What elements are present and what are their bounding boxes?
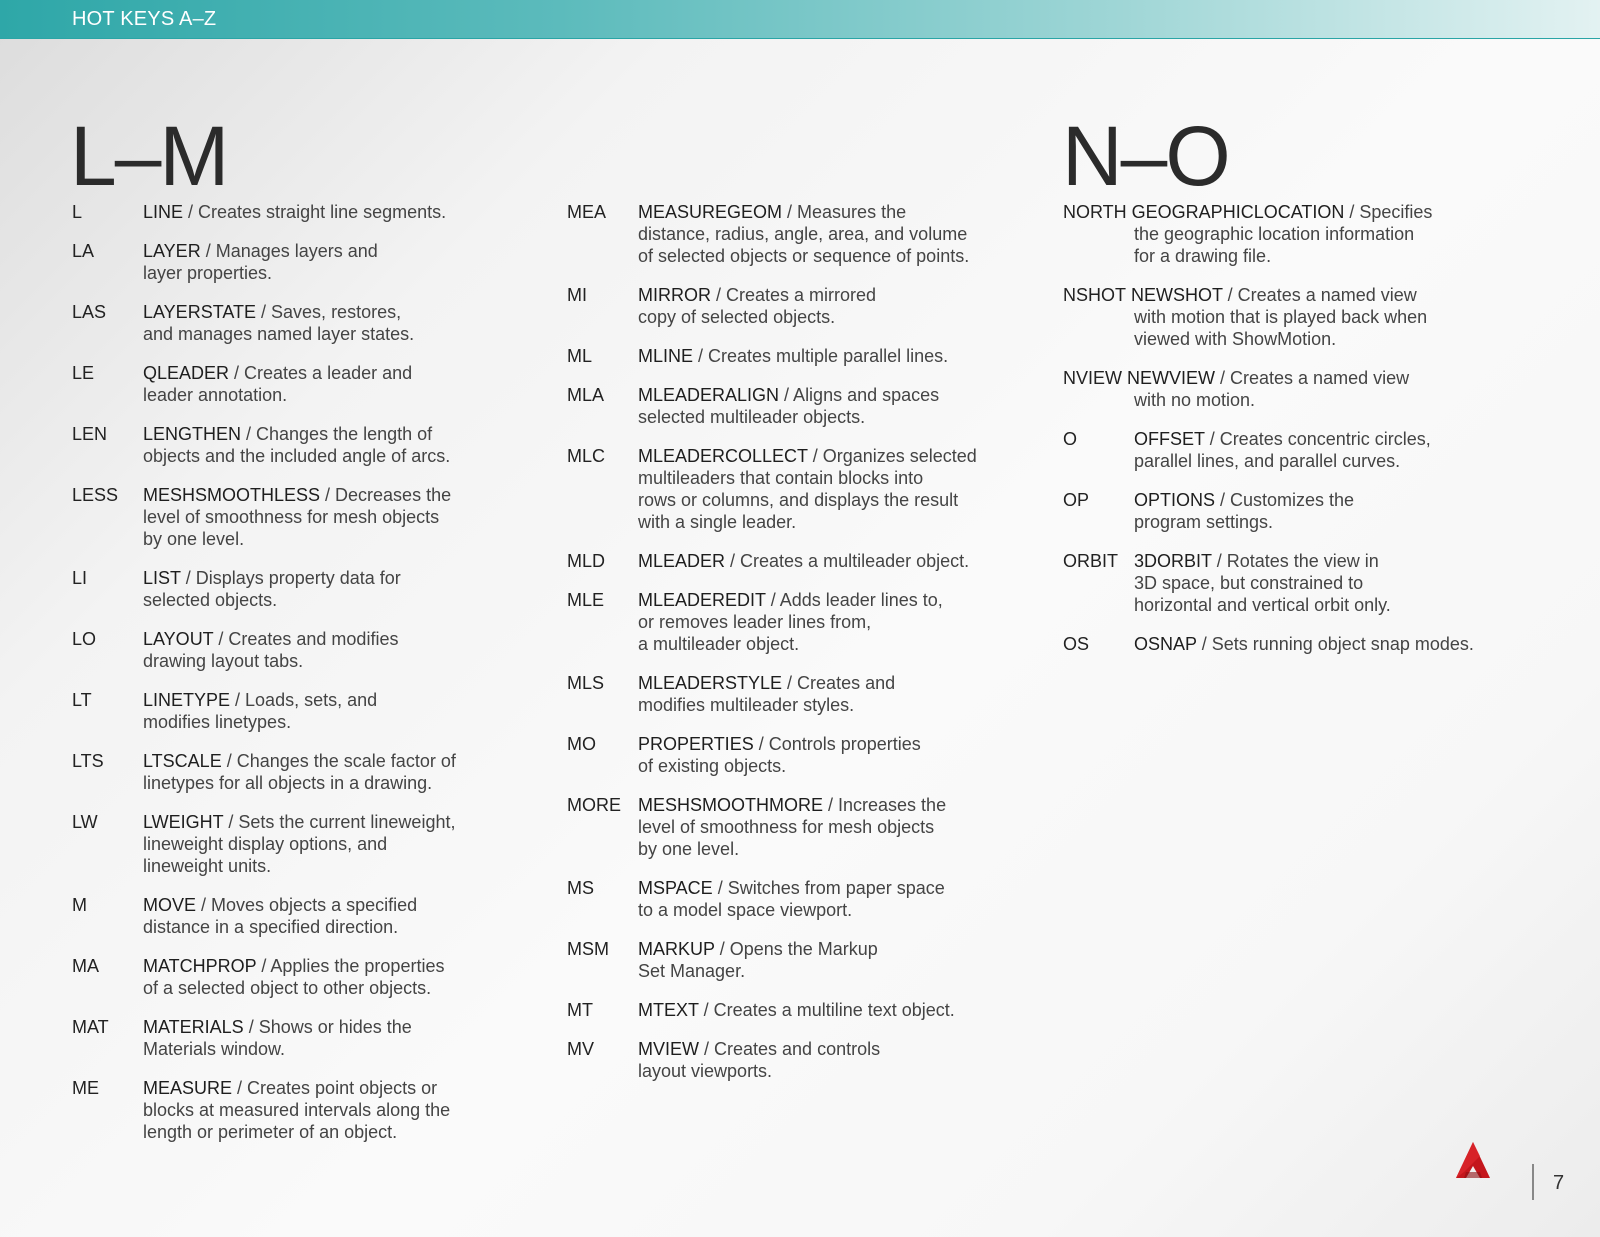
hotkey-command: MLINE — [638, 346, 694, 366]
hotkey-description: / Sets running object snap modes. — [1196, 634, 1474, 654]
hotkey-description: / Creates a leader and leader annotation. — [143, 363, 413, 405]
hotkey-entry — [72, 1016, 512, 1060]
hotkey-command: MEASUREGEOM — [638, 202, 783, 222]
hotkey-description: / Creates a multiline text object. — [698, 1000, 955, 1020]
hotkey-command: MOVE — [143, 895, 197, 915]
hotkey-shortcut: MT — [567, 1000, 593, 1020]
hotkey-command: MLEADERSTYLE — [638, 673, 783, 693]
hotkey-entry — [1063, 489, 1543, 533]
hotkey-description: / Organizes selected multileaders that contain blocks into rows or columns, and displays the result with a single leader. — [638, 446, 977, 532]
hotkey-entry — [1063, 633, 1543, 655]
hotkey-command: MVIEW — [638, 1039, 699, 1059]
hotkey-description: / Specifies the geographic location information for a drawing file. — [1134, 202, 1433, 266]
hotkey-entry — [72, 567, 512, 611]
hotkey-description: / Manages layers and layer properties. — [143, 241, 378, 283]
hotkey-shortcut: O — [1063, 429, 1078, 449]
hotkey-command: LTSCALE — [143, 751, 222, 771]
hotkey-description: / Displays property data for selected objects. — [143, 568, 401, 610]
hotkey-command: MSPACE — [638, 878, 713, 898]
hotkey-description: / Loads, sets, and modifies linetypes. — [143, 690, 378, 732]
hotkey-description: / Saves, restores, and manages named layer states. — [143, 302, 415, 344]
hotkey-entry — [567, 672, 1027, 716]
hotkey-description: / Customizes the program settings. — [1134, 490, 1355, 532]
autocad-logo-icon — [1456, 1142, 1490, 1178]
hotkey-command: OSNAP — [1134, 634, 1197, 654]
hotkey-description: / Increases the level of smoothness for mesh objects by one level. — [638, 795, 947, 859]
hotkey-shortcut: NVIEW — [1063, 368, 1123, 388]
hotkey-shortcut: LAS — [72, 302, 107, 322]
hotkey-shortcut: L — [72, 202, 83, 222]
hotkey-shortcut: MS — [567, 878, 594, 898]
hotkey-entry — [72, 423, 512, 467]
hotkey-entry — [567, 284, 1027, 328]
hotkey-shortcut: MO — [567, 734, 596, 754]
hotkey-column-1 — [72, 201, 512, 1160]
hotkey-shortcut: NORTH — [1063, 202, 1127, 222]
section-heading-l-m: L–M — [70, 109, 228, 203]
hotkey-shortcut: MEA — [567, 202, 607, 222]
hotkey-description: / Rotates the view in 3D space, but constrained to horizontal and vertical orbit only. — [1134, 551, 1391, 615]
hotkey-entry — [1063, 201, 1543, 267]
hotkey-command: LWEIGHT — [143, 812, 224, 832]
hotkey-description: / Adds leader lines to, or removes leader lines from, a multileader object. — [638, 590, 943, 654]
hotkey-description: / Creates a named view with motion that is played back when viewed with ShowMotion. — [1134, 285, 1428, 349]
hotkey-description: / Creates multiple parallel lines. — [693, 346, 949, 366]
hotkey-shortcut: MI — [567, 285, 587, 305]
hotkey-description: / Sets the current lineweight, lineweight display options, and lineweight units. — [143, 812, 456, 876]
header-bar — [0, 0, 1600, 39]
hotkey-command: PROPERTIES — [638, 734, 754, 754]
hotkey-description: / Creates and modifies drawing layout tabs. — [143, 629, 399, 671]
hotkey-entry — [567, 384, 1027, 428]
hotkey-command: MESHSMOOTHLESS — [143, 485, 321, 505]
hotkey-shortcut: MORE — [567, 795, 621, 815]
hotkey-entry — [567, 733, 1027, 777]
hotkey-description: / Aligns and spaces selected multileader objects. — [638, 385, 940, 427]
hotkey-command: MLEADER — [638, 551, 726, 571]
hotkey-shortcut: LEN — [72, 424, 108, 444]
hotkey-entry — [567, 589, 1027, 655]
hotkey-shortcut: MA — [72, 956, 99, 976]
hotkey-description: / Creates point objects or blocks at measured intervals along the length or perimeter of an object. — [143, 1078, 451, 1142]
hotkey-entry — [72, 811, 512, 877]
hotkey-command: QLEADER — [143, 363, 230, 383]
hotkey-command: MEASURE — [143, 1078, 233, 1098]
hotkey-shortcut: OS — [1063, 634, 1090, 654]
hotkey-command: MLEADEREDIT — [638, 590, 766, 610]
hotkey-shortcut: MAT — [72, 1017, 109, 1037]
hotkey-command: LINETYPE — [143, 690, 231, 710]
hotkey-command: GEOGRAPHICLOCATION — [1131, 202, 1345, 222]
hotkey-shortcut: LO — [72, 629, 97, 649]
hotkey-description: / Applies the properties of a selected object to other objects. — [143, 956, 445, 998]
hotkey-shortcut: ME — [72, 1078, 99, 1098]
hotkey-description: / Measures the distance, radius, angle, area, and volume of selected objects or sequence of points. — [638, 202, 970, 266]
hotkey-entry — [72, 894, 512, 938]
hotkey-shortcut: MLC — [567, 446, 606, 466]
hotkey-entry — [1063, 284, 1543, 350]
hotkey-entry — [72, 240, 512, 284]
hotkey-command: MATERIALS — [143, 1017, 244, 1037]
hotkey-command: LAYERSTATE — [143, 302, 257, 322]
hotkey-entry — [567, 445, 1027, 533]
hotkey-command: OPTIONS — [1134, 490, 1216, 510]
hotkey-entry — [567, 794, 1027, 860]
hotkey-entry — [1063, 367, 1543, 411]
hotkey-command: LAYER — [143, 241, 201, 261]
page-number: 7 — [1553, 1172, 1565, 1194]
hotkey-shortcut: LI — [72, 568, 88, 588]
hotkey-entry — [72, 1077, 512, 1143]
hotkey-shortcut: LA — [72, 241, 95, 261]
hotkey-command: 3DORBIT — [1134, 551, 1212, 571]
hotkey-entry — [72, 201, 512, 223]
hotkey-command: LENGTHEN — [143, 424, 242, 444]
hotkey-description: / Creates straight line segments. — [183, 202, 447, 222]
hotkey-command: MARKUP — [638, 939, 715, 959]
hotkey-shortcut: NSHOT — [1063, 285, 1126, 305]
hotkey-entry — [567, 201, 1027, 267]
hotkey-command: NEWVIEW — [1127, 368, 1216, 388]
hotkey-entry — [72, 689, 512, 733]
hotkey-shortcut: MLE — [567, 590, 605, 610]
hotkey-entry — [567, 1038, 1027, 1082]
header-title: HOT KEYS A–Z — [72, 8, 217, 30]
hotkey-description: / Creates concentric circles, parallel lines, and parallel curves. — [1134, 429, 1431, 471]
hotkey-command: LAYOUT — [143, 629, 214, 649]
hotkey-entry — [72, 362, 512, 406]
hotkey-shortcut: MLS — [567, 673, 605, 693]
hotkey-entry — [1063, 550, 1543, 616]
hotkey-entry — [567, 999, 1027, 1021]
hotkey-shortcut: ORBIT — [1063, 551, 1119, 571]
hotkey-entry — [72, 628, 512, 672]
hotkey-description: / Shows or hides the Materials window. — [143, 1017, 412, 1059]
hotkey-command: MESHSMOOTHMORE — [638, 795, 824, 815]
hotkey-command: MLEADERALIGN — [638, 385, 780, 405]
hotkey-description: / Switches from paper space to a model space viewport. — [638, 878, 945, 920]
hotkey-description: / Creates a multileader object. — [725, 551, 970, 571]
hotkey-description: / Changes the scale factor of linetypes for all objects in a drawing. — [143, 751, 456, 793]
hotkey-shortcut: ML — [567, 346, 593, 366]
hotkey-shortcut: MSM — [567, 939, 609, 959]
hotkey-description: / Moves objects a specified distance in a specified direction. — [143, 895, 418, 937]
hotkey-description: / Controls properties of existing objects. — [638, 734, 921, 776]
hotkey-shortcut: LTS — [72, 751, 104, 771]
hotkey-shortcut: M — [72, 895, 87, 915]
hotkey-description: / Creates a mirrored copy of selected objects. — [638, 285, 877, 327]
hotkey-entry — [72, 484, 512, 550]
hotkey-column-2 — [567, 201, 1027, 1099]
hotkey-command: MLEADERCOLLECT — [638, 446, 808, 466]
hotkey-command: LINE — [143, 202, 184, 222]
hotkey-command: MIRROR — [638, 285, 711, 305]
hotkey-shortcut: MLD — [567, 551, 606, 571]
hotkey-entry — [567, 550, 1027, 572]
hotkey-description: / Creates and controls layout viewports. — [638, 1039, 881, 1081]
hotkey-command: MTEXT — [638, 1000, 699, 1020]
hotkey-description: / Creates a named view with no motion. — [1134, 368, 1410, 410]
section-heading-n-o: N–O — [1062, 109, 1229, 203]
hotkey-command: LIST — [143, 568, 181, 588]
hotkey-shortcut: LE — [72, 363, 95, 383]
footer-divider — [1532, 1164, 1534, 1200]
hotkey-column-3 — [1063, 201, 1543, 672]
hotkey-command: MATCHPROP — [143, 956, 257, 976]
hotkey-entry — [1063, 428, 1543, 472]
hotkey-shortcut: LT — [72, 690, 92, 710]
hotkey-shortcut: LW — [72, 812, 98, 832]
hotkey-command: OFFSET — [1134, 429, 1205, 449]
hotkey-description: / Changes the length of objects and the included angle of arcs. — [143, 424, 451, 466]
hotkey-entry — [567, 938, 1027, 982]
hotkey-shortcut: MLA — [567, 385, 605, 405]
hotkey-entry — [72, 750, 512, 794]
hotkey-description: / Creates and modifies multileader styles. — [638, 673, 896, 715]
hotkey-command: NEWSHOT — [1131, 285, 1223, 305]
hotkey-description: / Opens the Markup Set Manager. — [638, 939, 878, 981]
hotkey-entry — [72, 301, 512, 345]
hotkey-shortcut: MV — [567, 1039, 594, 1059]
hotkey-entry — [72, 955, 512, 999]
hotkey-entry — [567, 345, 1027, 367]
hotkey-entry — [567, 877, 1027, 921]
hotkey-description: / Decreases the level of smoothness for mesh objects by one level. — [143, 485, 452, 549]
hotkey-shortcut: LESS — [72, 485, 119, 505]
hotkey-shortcut: OP — [1063, 490, 1090, 510]
